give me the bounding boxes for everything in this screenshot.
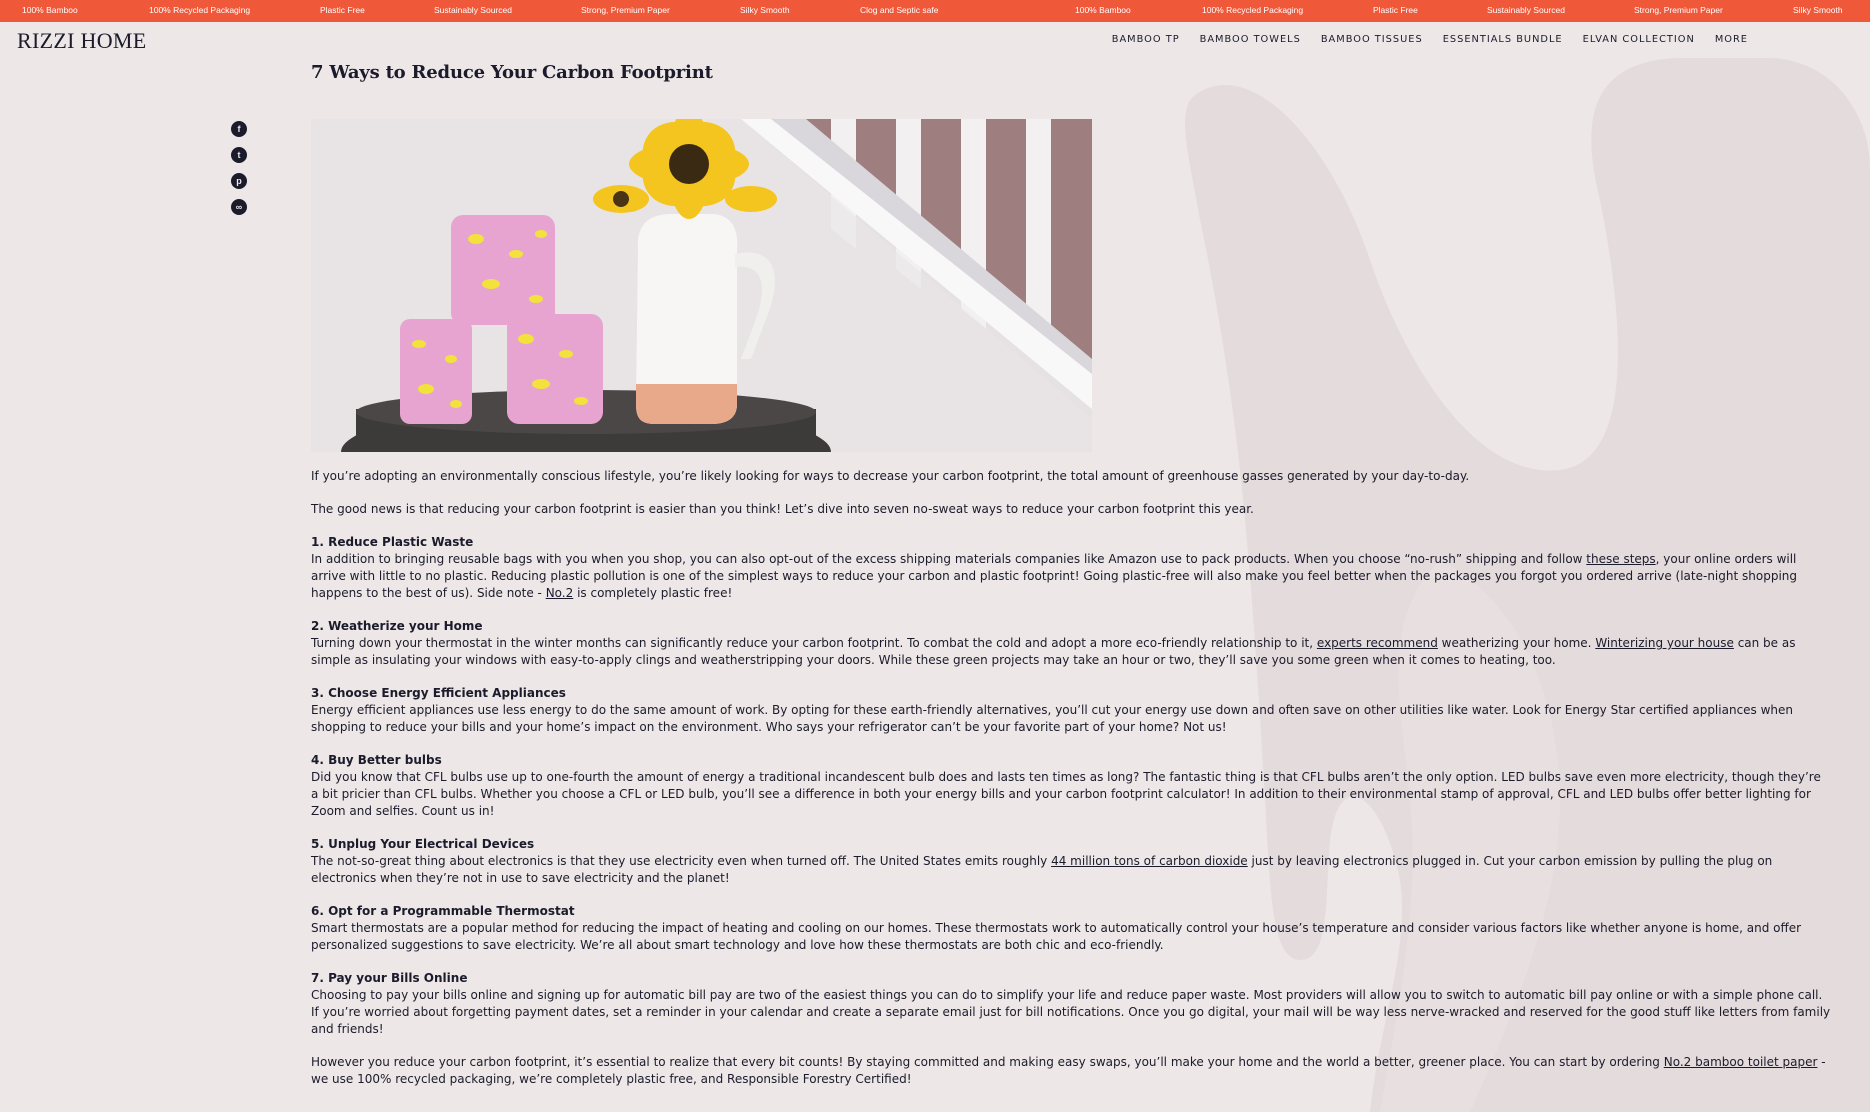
section-body: Choosing to pay your bills online and signing up for automatic bill pay are two of the easiest things you can do to simplify your life and reduce paper waste. Most providers will allow you to switch to automatic bill pay online or with a simple phone call. If you’re worried about forgetting payment dates, set a reminder in your calendar and create a separate email just for bill notifications. Once you go digital, your mail will be way less nerve-wracked and reserved for the good stuff like letters from family and friends! (311, 988, 1831, 1036)
section-4 (311, 752, 1831, 820)
text-run: , your online orders will arrive with little to no plastic. Reducing plastic pollution is one of the simplest ways to reduce your carbon and plastic footprint! Going plastic-free will also make you feel better when the packages you forgot you ordered arrive (late-night shopping happens to the best of us). Side note - (311, 552, 1798, 600)
section-heading: 5. Unplug Your Electrical Devices (311, 837, 535, 851)
nav-bamboo-towels[interactable]: BAMBOO TOWELS (1199, 34, 1301, 45)
experts-recommend-link[interactable]: experts recommend (1316, 636, 1438, 650)
article-outro (311, 1054, 1831, 1088)
section-7 (311, 970, 1831, 1038)
section-heading: 2. Weatherize your Home (311, 619, 483, 633)
twitter-icon[interactable]: t (231, 147, 247, 163)
marquee-item: Silky Smooth (1793, 5, 1843, 15)
marquee-item: Clog and Septic safe (860, 5, 939, 15)
section-body: Smart thermostats are a popular method for reducing the impact of heating and cooling on our homes. These thermostats work to automatically control your house’s temperature and consider various factors like whether anyone is home, and offer personalized suggestions to save electricity. We’re all about smart technology and love how these thermostats are both chic and eco-friendly. (311, 921, 1802, 952)
text-run: is completely plastic free! (573, 586, 733, 600)
hero-image (311, 119, 1092, 452)
marquee-item: Plastic Free (1373, 5, 1418, 15)
text-run: weatherizing your home. (1437, 636, 1596, 650)
section-body (311, 551, 1831, 602)
blog-article (311, 62, 1831, 1104)
section-body (311, 635, 1831, 669)
marquee-item: 100% Bamboo (1075, 5, 1131, 15)
marquee-item: Sustainably Sourced (1487, 5, 1565, 15)
site-header (0, 22, 1870, 58)
winterizing-your-house-link[interactable]: Winterizing your house (1595, 636, 1734, 650)
marquee-item: Strong, Premium Paper (1634, 5, 1723, 15)
marquee-item: 100% Bamboo (22, 5, 78, 15)
text-run: just by leaving electronics plugged in. Cut your carbon emission by pulling the plug on electronics when they’re not in use to save electricity and the planet! (311, 854, 1773, 885)
nav-essentials-bundle[interactable]: ESSENTIALS BUNDLE (1442, 34, 1563, 45)
link-icon[interactable]: ∞ (231, 199, 247, 215)
share-buttons (231, 121, 247, 225)
marquee-item: Sustainably Sourced (434, 5, 512, 15)
section-heading: 3. Choose Energy Efficient Appliances (311, 686, 566, 700)
section-body (311, 853, 1831, 887)
carbon-dioxide-link[interactable]: 44 million tons of carbon dioxide (1051, 854, 1248, 868)
bamboo-toilet-paper-link[interactable]: No.2 bamboo toilet paper (1663, 1055, 1818, 1069)
no2-link[interactable]: No.2 (545, 586, 574, 600)
main-nav (1112, 34, 1748, 45)
section-6 (311, 903, 1831, 954)
site-logo[interactable]: RIZZI HOME (17, 28, 147, 53)
section-3 (311, 685, 1831, 736)
section-heading: 6. Opt for a Programmable Thermostat (311, 904, 575, 918)
pinterest-icon[interactable]: p (231, 173, 247, 189)
nav-elvan-collection[interactable]: ELVAN COLLECTION (1582, 34, 1695, 45)
text-run: Turning down your thermostat in the winter months can significantly reduce your carbon footprint. To combat the cold and adopt a more eco-friendly relationship to it, (311, 636, 1317, 650)
section-heading: 7. Pay your Bills Online (311, 971, 468, 985)
section-2 (311, 618, 1831, 669)
marquee-item: Silky Smooth (740, 5, 790, 15)
text-run: However you reduce your carbon footprint, it’s essential to realize that every bit counts! By staying committed and making easy swaps, you’ll make your home and the world a better, greener place. You can start by ordering (311, 1055, 1664, 1069)
these-steps-link[interactable]: these steps (1586, 552, 1656, 566)
section-5 (311, 836, 1831, 887)
marquee-item: Plastic Free (320, 5, 365, 15)
text-run: The not-so-great thing about electronics is that they use electricity even when turned off. The United States emits roughly (311, 854, 1052, 868)
nav-more[interactable]: MORE (1714, 34, 1748, 45)
marquee-item: 100% Recycled Packaging (1202, 5, 1304, 15)
article-intro-2: The good news is that reducing your carbon footprint is easier than you think! Let’s dive into seven no-sweat ways to reduce your carbon footprint this year. (311, 502, 1254, 516)
section-1 (311, 534, 1831, 602)
facebook-icon[interactable]: f (231, 121, 247, 137)
marquee-item: 100% Recycled Packaging (149, 5, 251, 15)
section-body: Energy efficient appliances use less energy to do the same amount of work. By opting for these earth-friendly alternatives, you’ll cut your energy use down and often save on other utilities like water. Look for Energy Star certified appliances when shopping to reduce your bills and your home’s impact on the environment. Who says your refrigerator can’t be your favorite part of your home? Not us! (311, 703, 1794, 734)
section-heading: 4. Buy Better bulbs (311, 753, 442, 767)
section-heading: 1. Reduce Plastic Waste (311, 535, 474, 549)
announcement-bar (0, 0, 1870, 22)
text-run: In addition to bringing reusable bags with you when you shop, you can also opt-out of the excess shipping materials companies like Amazon use to pack products. When you choose “no-rush” shipping and follow (311, 552, 1587, 566)
nav-bamboo-tp[interactable]: BAMBOO TP (1111, 34, 1180, 45)
marquee-item: Strong, Premium Paper (581, 5, 670, 15)
section-body: Did you know that CFL bulbs use up to one-fourth the amount of energy a traditional incandescent bulb does and lasts ten times as long? The fantastic thing is that CFL bulbs aren’t the only option. LED bulbs save even more electricity, though they’re a bit pricier than CFL bulbs. Whether you choose a CFL or LED bulb, you’ll see a difference in both your energy bills and your carbon footprint calculator! In addition to their environmental stamp of approval, CFL and LED bulbs offer better lighting for Zoom and selfies. Count us in! (311, 770, 1821, 818)
text-run: can be as simple as insulating your windows with easy-to-apply clings and weatherstripping your doors. While these green projects may take an hour or two, they’ll save you some green when it comes to heating, too. (311, 636, 1796, 667)
article-title: 7 Ways to Reduce Your Carbon Footprint (311, 62, 713, 83)
nav-bamboo-tissues[interactable]: BAMBOO TISSUES (1320, 34, 1423, 45)
article-intro-1: If you’re adopting an environmentally conscious lifestyle, you’re likely looking for ways to decrease your carbon footprint, the total amount of greenhouse gasses generated by your day-to-day. (311, 469, 1470, 483)
text-run: - we use 100% recycled packaging, we’re completely plastic free, and Responsible Forestry Certified! (311, 1055, 1826, 1086)
